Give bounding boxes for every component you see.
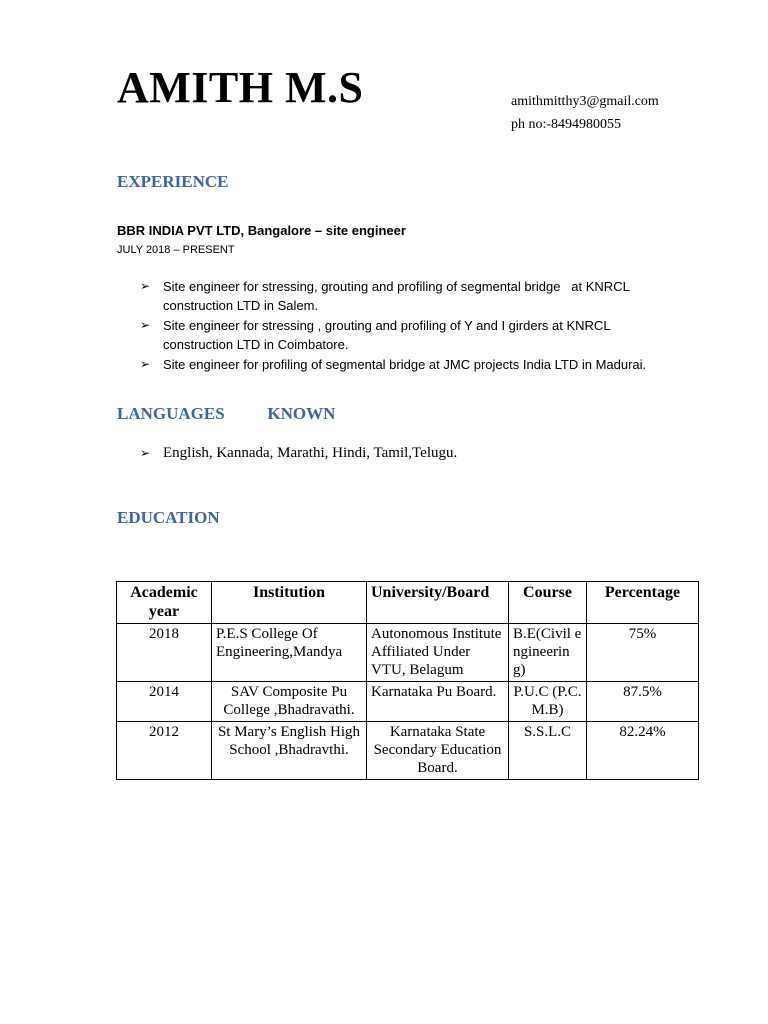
bullet-text: Site engineer for profiling of segmental bridge at JMC projects India LTD in Madurai. xyxy=(163,356,647,372)
bullet-text: Site engineer for stressing, grouting and profiling of segmental bridge at KNRCL construction LTD in Salem. xyxy=(163,279,633,314)
languages-text: English, Kannada, Marathi, Hindi, Tamil,Telugu. xyxy=(163,445,458,461)
table-cell: 2012 xyxy=(117,722,212,780)
list-item xyxy=(140,277,680,316)
column-header: Percentage xyxy=(587,582,699,624)
table-row xyxy=(117,682,699,722)
table-cell: P.U.C (P.C.M.B) xyxy=(509,682,587,722)
arrowhead-bullet-icon: ➢ xyxy=(140,317,151,332)
table-cell: 82.24% xyxy=(587,722,699,780)
table-cell: SAV Composite Pu College ,Bhadravathi. xyxy=(212,682,367,722)
table-cell: 2018 xyxy=(117,624,212,682)
table-cell: St Mary’s English High School ,Bhadravthi. xyxy=(212,722,367,780)
experience-heading: EXPERIENCE xyxy=(117,172,229,191)
education-heading: EDUCATION xyxy=(117,508,220,527)
column-header: Academic year xyxy=(117,582,212,624)
arrowhead-bullet-icon: ➢ xyxy=(140,279,151,293)
arrowhead-bullet-icon: ➢ xyxy=(140,356,151,371)
table-header-row xyxy=(117,582,699,624)
list-item xyxy=(140,316,680,355)
table-cell: 75% xyxy=(587,624,699,682)
job-dates: JULY 2018 – PRESENT xyxy=(117,244,235,256)
languages-list xyxy=(140,444,457,463)
phone-text: ph no:-8494980055 xyxy=(511,117,622,132)
experience-bullet-list xyxy=(140,277,680,374)
candidate-name: AMITH M.S xyxy=(117,63,364,112)
table-row xyxy=(117,624,699,682)
table-cell: Karnataka Pu Board. xyxy=(367,682,509,722)
table-cell: Karnataka State Secondary Education Board. xyxy=(367,722,509,780)
bullet-text: Site engineer for stressing , grouting and profiling of Y and I girders at KNRCL construction LTD in Coimbatore. xyxy=(163,317,611,353)
table-row xyxy=(117,722,699,780)
table-cell: P.E.S College Of Engineering,Mandya xyxy=(212,624,367,682)
table-cell: 2014 xyxy=(117,682,212,722)
column-header: Course xyxy=(509,582,587,624)
table-cell: 87.5% xyxy=(587,682,699,722)
list-item xyxy=(140,355,680,374)
education-table xyxy=(116,581,699,780)
table-cell: Autonomous Institute Affiliated Under VTU, Belagum xyxy=(367,624,509,682)
job-title: BBR INDIA PVT LTD, Bangalore – site engineer xyxy=(117,223,406,238)
table-cell: S.S.L.C xyxy=(509,722,587,780)
languages-heading: LANGUAGES KNOWN xyxy=(117,404,336,423)
arrowhead-bullet-icon: ➢ xyxy=(140,446,151,460)
table-cell: B.E(Civil engineering) xyxy=(509,624,587,682)
column-header: University/Board xyxy=(367,582,509,624)
column-header: Institution xyxy=(212,582,367,624)
email-text: amithmitthy3@gmail.com xyxy=(511,94,659,109)
